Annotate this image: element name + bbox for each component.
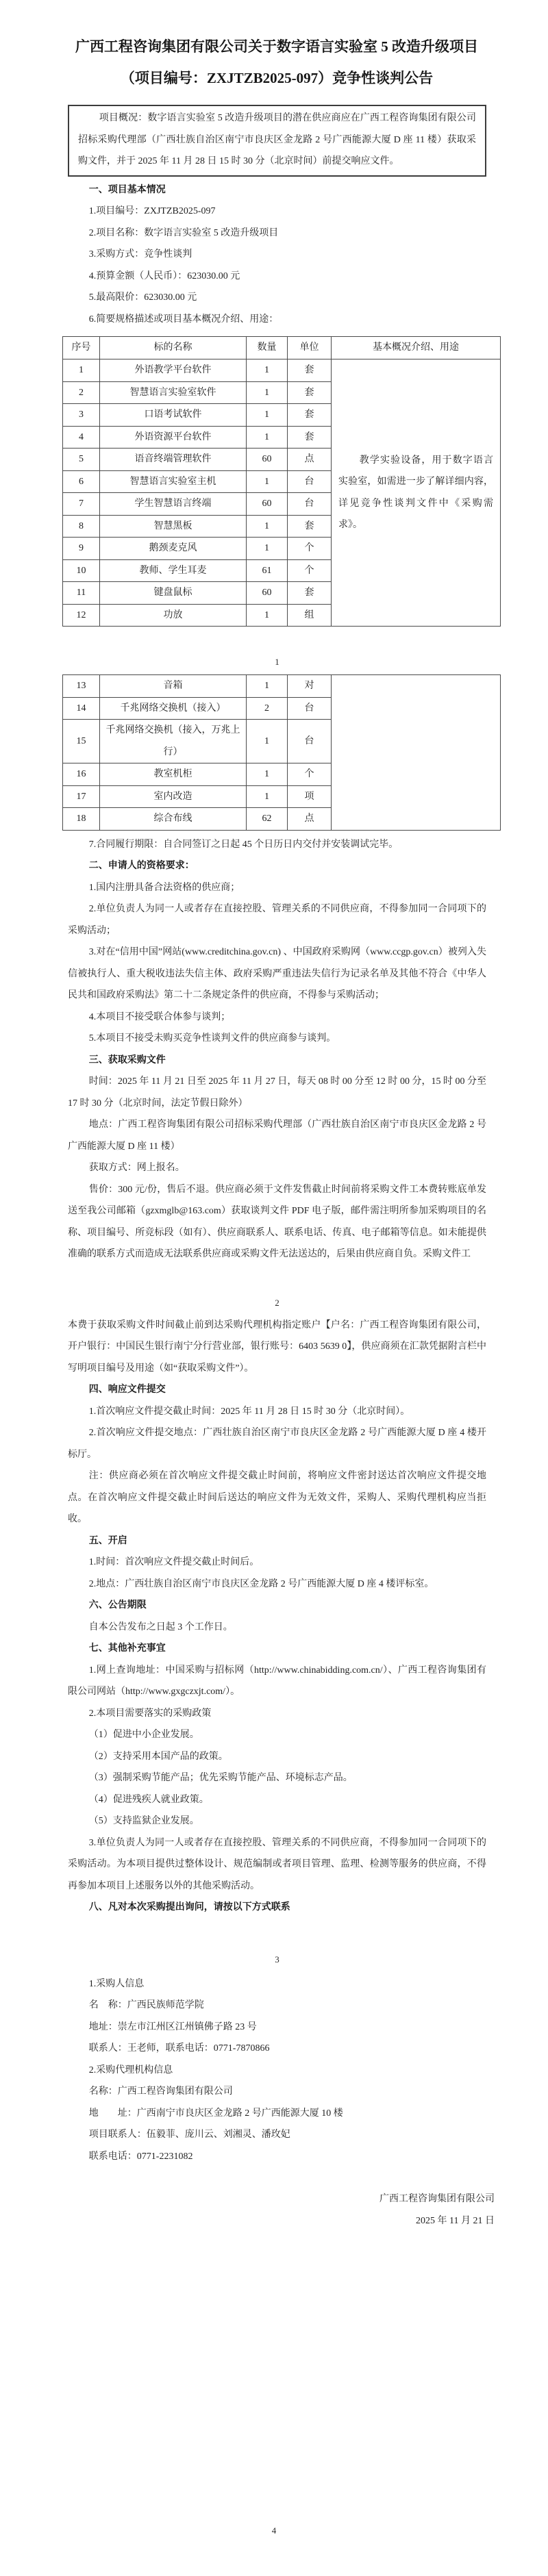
cell-unit: 台 [288,470,332,493]
budget-amount: 4.预算金额（人民币）：623030.00 元 [88,270,240,281]
cell-unit: 套 [288,426,332,449]
col-header-desc: 基本概况介绍、用途 [332,337,501,359]
qualification-item: 2.单位负责人为同一人或者存在直接控股、管理关系的不同供应商，不得参加同一合同项下的采购活动； [68,904,486,936]
cell-unit: 套 [288,582,332,605]
cell-unit: 个 [288,763,332,786]
project-name: 2.项目名称：数字语言实验室 5 改造升级项目 [88,227,279,238]
document-obtain-time: 时间：2025 年 11 月 21 日至 2025 年 11 月 27 日，每天 08 时 00 分至 12 时 00 分，15 时 00 分至 17 时 30 分（北京时间，法定节假日除外） [68,1076,486,1109]
project-number: 1.项目编号：ZXJTZB2025-097 [88,206,216,216]
cell-unit: 组 [288,604,332,627]
qualification-item: 5.本项目不接受未购买竞争性谈判文件的供应商参与谈判。 [88,1033,336,1044]
cell-qty: 1 [247,381,288,404]
cell-name: 智慧语言实验室软件 [100,381,247,404]
section-4-heading: 四、响应文件提交 [88,1385,166,1395]
cell-name: 语音终端管理软件 [100,449,247,471]
cell-no: 8 [63,515,100,538]
section-5-heading: 五、开启 [88,1535,127,1546]
purchaser-contact: 联系人：王老师，联系电话：0771-7870866 [88,2043,270,2054]
cell-no: 3 [63,404,100,427]
qualification-item: 1.国内注册具备合法资格的供应商； [88,882,240,893]
agency-address: 地 址：广西南宁市良庆区金龙路 2 号广西能源大厦 10 楼 [88,2108,343,2119]
cell-qty: 1 [247,426,288,449]
cell-name: 千兆网络交换机（接入，万兆上行） [100,720,247,763]
section-7-heading: 七、其他补充事宜 [88,1643,166,1654]
goods-table-page1 [62,336,501,627]
cell-no: 9 [63,538,100,560]
cell-qty: 1 [247,785,288,808]
cell-unit: 套 [288,515,332,538]
cell-no: 16 [63,763,100,786]
cell-no: 15 [63,720,100,763]
page-number-1: 1 [275,657,279,667]
cell-qty: 1 [247,720,288,763]
signature-date: 2025 年 11 月 21 日 [416,2215,495,2226]
goods-description-cell [332,359,501,627]
opening-time: 1.时间：首次响应文件提交截止时间后。 [88,1557,260,1567]
cell-name: 智慧黑板 [100,515,247,538]
cell-no: 13 [63,675,100,698]
purchaser-info-label: 1.采购人信息 [88,1978,145,1989]
supplementary-item: 3.单位负责人为同一人或者存在直接控股、管理关系的不同供应商，不得参加同一合同项下的采购活动。为本项目提供过整体设计、规范编制或者项目管理、监理、检测等服务的供应商，不得再参加本项目上述服务以外的其他采购活动。 [68,1837,486,1891]
cell-name: 千兆网络交换机（接入） [100,697,247,720]
cell-qty: 62 [247,808,288,831]
cell-qty: 1 [247,515,288,538]
cell-unit: 对 [288,675,332,698]
cell-qty: 1 [247,359,288,382]
project-overview-text: 项目概况：数字语言实验室 5 改造升级项目的潜在供应商应在广西工程咨询集团有限公司招标采购代理部（广西壮族自治区南宁市良庆区金龙路 2 号广西能源大厦 D 座 11 楼）获取采购文件，并于 2025 年 11 月 28 日 15 时 30 分（北京时间）前提交响应文件。 [78,113,476,166]
policy-item: （1）促进中小企业发展。 [88,1730,199,1740]
cell-qty: 1 [247,604,288,627]
document-price-part2: 本费于获取采购文件时间截止前到达采购代理机构指定账户【户名：广西工程咨询集团有限公司，开户银行：中国民生银行南宁分行营业部，银行账号：6403 5639 0】，供应商须在汇款凭据附言栏中写明项目编号及用途（如“获取采购文件”）。 [68,1319,486,1374]
cell-name: 口语考试软件 [100,404,247,427]
goods-description-cell-empty [332,675,501,831]
agency-phone: 联系电话：0771-2231082 [88,2151,193,2162]
cell-no: 7 [63,493,100,516]
cell-no: 1 [63,359,100,382]
policy-item: （4）促进残疾人就业政策。 [88,1794,209,1805]
qualification-item: 4.本项目不接受联合体参与谈判； [88,1011,231,1022]
cell-qty: 2 [247,697,288,720]
cell-unit: 点 [288,808,332,831]
cell-qty: 1 [247,763,288,786]
policy-item: （2）支持采用本国产品的政策。 [88,1751,228,1762]
cell-qty: 1 [247,404,288,427]
cell-unit: 项 [288,785,332,808]
cell-name: 学生智慧语言终端 [100,493,247,516]
cell-unit: 台 [288,493,332,516]
cell-no: 17 [63,785,100,808]
cell-qty: 1 [247,538,288,560]
opening-place: 2.地点：广西壮族自治区南宁市良庆区金龙路 2 号广西能源大厦 D 座 4 楼评标室。 [88,1578,434,1589]
signature-company: 广西工程咨询集团有限公司 [379,2194,495,2204]
cell-name: 综合布线 [100,808,247,831]
policy-item: （3）强制采购节能产品；优先采购节能产品、环境标志产品。 [88,1773,353,1783]
cell-unit: 套 [288,381,332,404]
col-header-name: 标的名称 [100,337,247,359]
purchaser-name: 名 称：广西民族师范学院 [88,2000,204,2010]
section-8-heading: 八、凡对本次采购提出询问，请按以下方式联系 [88,1902,290,1912]
goods-table-page2 [62,674,501,831]
supplementary-item: 1.网上查询地址：中国采购与招标网（http://www.chinabidding.com.cn/）、广西工程咨询集团有限公司网站（http://www.gxgczxjt.com/）。 [68,1665,486,1697]
cell-name: 功放 [100,604,247,627]
col-header-index: 序号 [63,337,100,359]
cell-no: 5 [63,449,100,471]
cell-no: 2 [63,381,100,404]
cell-name: 鹅颈麦克风 [100,538,247,560]
response-deadline: 1.首次响应文件提交截止时间：2025 年 11 月 28 日 15 时 30 分（北京时间）。 [88,1406,410,1417]
cell-qty: 61 [247,559,288,582]
cell-no: 6 [63,470,100,493]
table-row [63,359,501,382]
cell-name: 键盘鼠标 [100,582,247,605]
announcement-period: 自本公告发布之日起 3 个工作日。 [88,1621,233,1632]
document-body [0,105,548,2232]
table-row [63,675,501,698]
section-3-heading: 三、获取采购文件 [88,1055,166,1065]
purchaser-address: 地址：崇左市江州区江州镇佛子路 23 号 [88,2021,257,2032]
cell-qty: 60 [247,582,288,605]
col-header-unit: 单位 [288,337,332,359]
cell-no: 10 [63,559,100,582]
cell-name: 音箱 [100,675,247,698]
qualification-item: 3.对在“信用中国”网站(www.creditchina.gov.cn) 、中国政府采购网（www.ccgp.gov.cn）被列入失信被执行人、重大税收违法失信主体、政府采购严重违法失信行为记录名单及其他不符合《中华人民共和国政府采购法》第二十二条规定条件的供应商，不得参与采购活动； [68,947,486,1000]
cell-name: 室内改造 [100,785,247,808]
cell-name: 外语资源平台软件 [100,426,247,449]
page-number-3: 3 [275,1954,279,1965]
document-obtain-place: 地点：广西工程咨询集团有限公司招标采购代理部（广西壮族自治区南宁市良庆区金龙路 2 号广西能源大厦 D 座 11 楼） [68,1120,486,1152]
cell-unit: 个 [288,559,332,582]
cell-no: 11 [63,582,100,605]
agency-info-label: 2.采购代理机构信息 [88,2064,173,2075]
cell-qty: 1 [247,470,288,493]
agency-contact-persons: 项目联系人：伍毅菲、庞川云、刘湘灵、潘玫妃 [88,2130,290,2140]
goods-table-header-row [63,337,501,359]
cell-name: 教室机柜 [100,763,247,786]
cell-qty: 60 [247,449,288,471]
cell-qty: 60 [247,493,288,516]
cell-no: 14 [63,697,100,720]
page-number-4: 4 [271,2525,277,2536]
cell-name: 教师、学生耳麦 [100,559,247,582]
response-place: 2.首次响应文件提交地点：广西壮族自治区南宁市良庆区金龙路 2 号广西能源大厦 D 座 4 楼开标厅。 [68,1428,486,1460]
supplementary-item: 2.本项目需要落实的采购政策 [88,1708,212,1719]
cell-no: 18 [63,808,100,831]
cell-unit: 套 [288,404,332,427]
page-number-2: 2 [275,1297,279,1308]
cell-unit: 台 [288,697,332,720]
cell-no: 12 [63,604,100,627]
procurement-method: 3.采购方式：竞争性谈判 [88,249,192,260]
document-price-part1: 售价：300 元/份，售后不退。供应商必须于文件发售截止时间前将采购文件工本费转账底单发送至我公司邮箱（gzxmglb@163.com）获取谈判文件 PDF 电子版，邮件需注明所参加采购项目的名称、项目编号、所竞标段（如有）、供应商联系人、联系电话、传真、电子邮箱等信息。如未能提供准确的联系方式而造成无法联系供应商或采购文件无法送达的，后果由供应商自负。采购文件工 [68,1184,486,1259]
section-1-heading: 一、项目基本情况 [88,184,166,195]
col-header-qty: 数量 [247,337,288,359]
document-title [0,0,548,94]
contract-period: 7.合同履行期限：自合同签订之日起 45 个日历日内交付并安装调试完毕。 [88,839,399,850]
cell-unit: 点 [288,449,332,471]
title-line-2: （项目编号：ZXJTZB2025-097）竞争性谈判公告 [120,70,434,86]
agency-name: 名称：广西工程咨询集团有限公司 [88,2086,233,2097]
section-2-heading: 二、申请人的资格要求： [88,861,195,871]
cell-unit: 套 [288,359,332,382]
cell-name: 智慧语言实验室主机 [100,470,247,493]
price-ceiling: 5.最高限价：623030.00 元 [88,292,197,303]
section-6-heading: 六、公告期限 [88,1600,147,1611]
response-note: 注：供应商必须在首次响应文件提交截止时间前，将响应文件密封送达首次响应文件提交地点。在首次响应文件提交截止时间后送达的响应文件为无效文件，采购人、采购代理机构应当拒收。 [68,1471,486,1524]
goods-description-text: 教学实验设备，用于数字语言实验室，如需进一步了解详细内容，详见竞争性谈判文件中《采购需求》。 [338,455,493,530]
cell-name: 外语教学平台软件 [100,359,247,382]
cell-unit: 个 [288,538,332,560]
document-obtain-method: 获取方式：网上报名。 [88,1163,185,1173]
cell-qty: 1 [247,675,288,698]
cell-unit: 台 [288,720,332,763]
policy-item: （5）支持监狱企业发展。 [88,1816,199,1826]
cell-no: 4 [63,426,100,449]
project-overview-box [68,105,486,177]
spec-summary-label: 6.简要规格描述或项目基本概况介绍、用途： [88,314,279,325]
title-line-1: 广西工程咨询集团有限公司关于数字语言实验室 5 改造升级项目 [75,38,478,55]
